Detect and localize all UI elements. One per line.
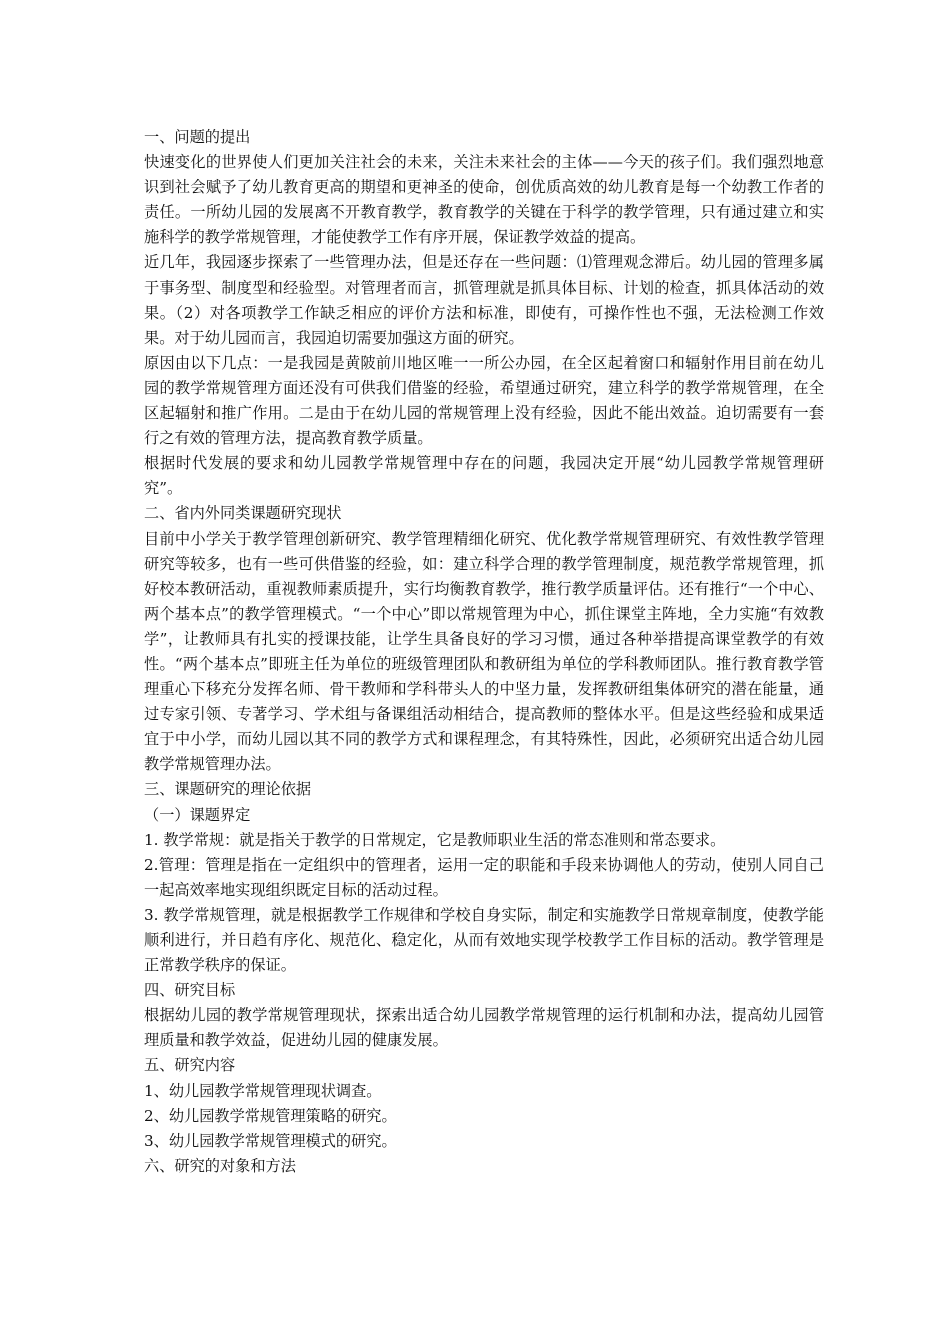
- section-4-heading: 四、研究目标: [144, 981, 236, 1000]
- section-4-paragraph-1: 根据幼儿园的教学常规管理现状，探索出适合幼儿园教学常规管理的运行机制和办法，提高幼儿园管理质量和教学效益，促进幼儿园的健康发展。: [144, 1006, 824, 1050]
- section-2-heading: 二、省内外同类课题研究现状: [144, 504, 342, 523]
- section-1-paragraph-4: 根据时代发展的要求和幼儿园教学常规管理中存在的问题，我园决定开展“幼儿园教学常规管理研究”。: [144, 454, 824, 498]
- section-5-heading: 五、研究内容: [144, 1056, 236, 1075]
- content-item-3: 3、幼儿园教学常规管理模式的研究。: [144, 1131, 397, 1150]
- definition-3: 3. 教学常规管理，就是根据教学工作规律和学校自身实际，制定和实施教学日常规章制度，使教学能顺利进行，并日趋有序化、规范化、稳定化，从而有效地实现学校教学工作目标的活动。教学管理是正常教学秩序的保证。: [144, 905, 824, 975]
- section-3-subheading: （一）课题界定: [144, 805, 251, 824]
- section-1-paragraph-2: 近几年，我园逐步探索了一些管理办法，但是还存在一些问题：⑴管理观念滞后。幼儿园的管理多属于事务型、制度型和经验型。对管理者而言，抓管理就是抓具体目标、计划的检查，抓具体活动的效果。（2）对各项教学工作缺乏相应的评价方法和标准，即使有，可操作性也不强，无法检测工作效果。对于幼儿园而言，我园迫切需要加强这方面的研究。: [144, 253, 824, 347]
- document-body: [144, 125, 824, 1179]
- definition-1: 1. 教学常规：就是指关于教学的日常规定，它是教师职业生活的常态准则和常态要求。: [144, 830, 726, 849]
- section-3-heading: 三、课题研究的理论依据: [144, 780, 312, 799]
- content-item-2: 2、幼儿园教学常规管理策略的研究。: [144, 1106, 397, 1125]
- section-1-paragraph-3: 原因由以下几点：一是我园是黄陂前川地区唯一一所公办园，在全区起着窗口和辐射作用目前在幼儿园的教学常规管理方面还没有可供我们借鉴的经验，希望通过研究，建立科学的教学常规管理，在全区起辐射和推广作用。二是由于在幼儿园的常规管理上没有经验，因此不能出效益。迫切需要有一套行之有效的管理方法，提高教育教学质量。: [144, 353, 824, 448]
- section-2-paragraph-1: 目前中小学关于教学管理创新研究、教学管理精细化研究、优化教学常规管理研究、有效性教学管理研究等较多，也有一些可供借鉴的经验，如：建立科学合理的教学管理制度，规范教学常规管理，抓好校本教研活动，重视教师素质提升，实行均衡教育教学，推行教学质量评估。还有推行“一个中心、两个基本点”的教学管理模式。“一个中心”即以常规管理为中心，抓住课堂主阵地，全力实施“有效教学”，让教师具有扎实的授课技能，让学生具备良好的学习习惯，通过各种举措提高课堂教学的有效性。“两个基本点”即班主任为单位的班级管理团队和教研组为单位的学科教师团队。推行教育教学管理重心下移充分发挥名师、骨干教师和学科带头人的中坚力量，发挥教研组集体研究的潜在能量，通过专家引领、专著学习、学术组与备课组活动相结合，提高教师的整体水平。但是这些经验和成果适宜于中小学，而幼儿园以其不同的教学方式和课程理念，有其特殊性，因此，必须研究出适合幼儿园教学常规管理办法。: [144, 529, 824, 774]
- definition-2: 2.管理：管理是指在一定组织中的管理者，运用一定的职能和手段来协调他人的劳动，使别人同自己一起高效率地实现组织既定目标的活动过程。: [144, 855, 824, 899]
- section-1-paragraph-1: 快速变化的世界使人们更加关注社会的未来，关注未来社会的主体——今天的孩子们。我们强烈地意识到社会赋予了幼儿教育更高的期望和更神圣的使命，创优质高效的幼儿教育是每一个幼教工作者的责任。一所幼儿园的发展离不开教育教学，教育教学的关键在于科学的教学管理，只有通过建立和实施科学的教学常规管理，才能使教学工作有序开展，保证教学效益的提高。: [144, 153, 824, 247]
- content-item-1: 1、幼儿园教学常规管理现状调查。: [144, 1081, 382, 1100]
- section-6-heading: 六、研究的对象和方法: [144, 1156, 296, 1175]
- section-1-heading: 一、问题的提出: [144, 128, 251, 146]
